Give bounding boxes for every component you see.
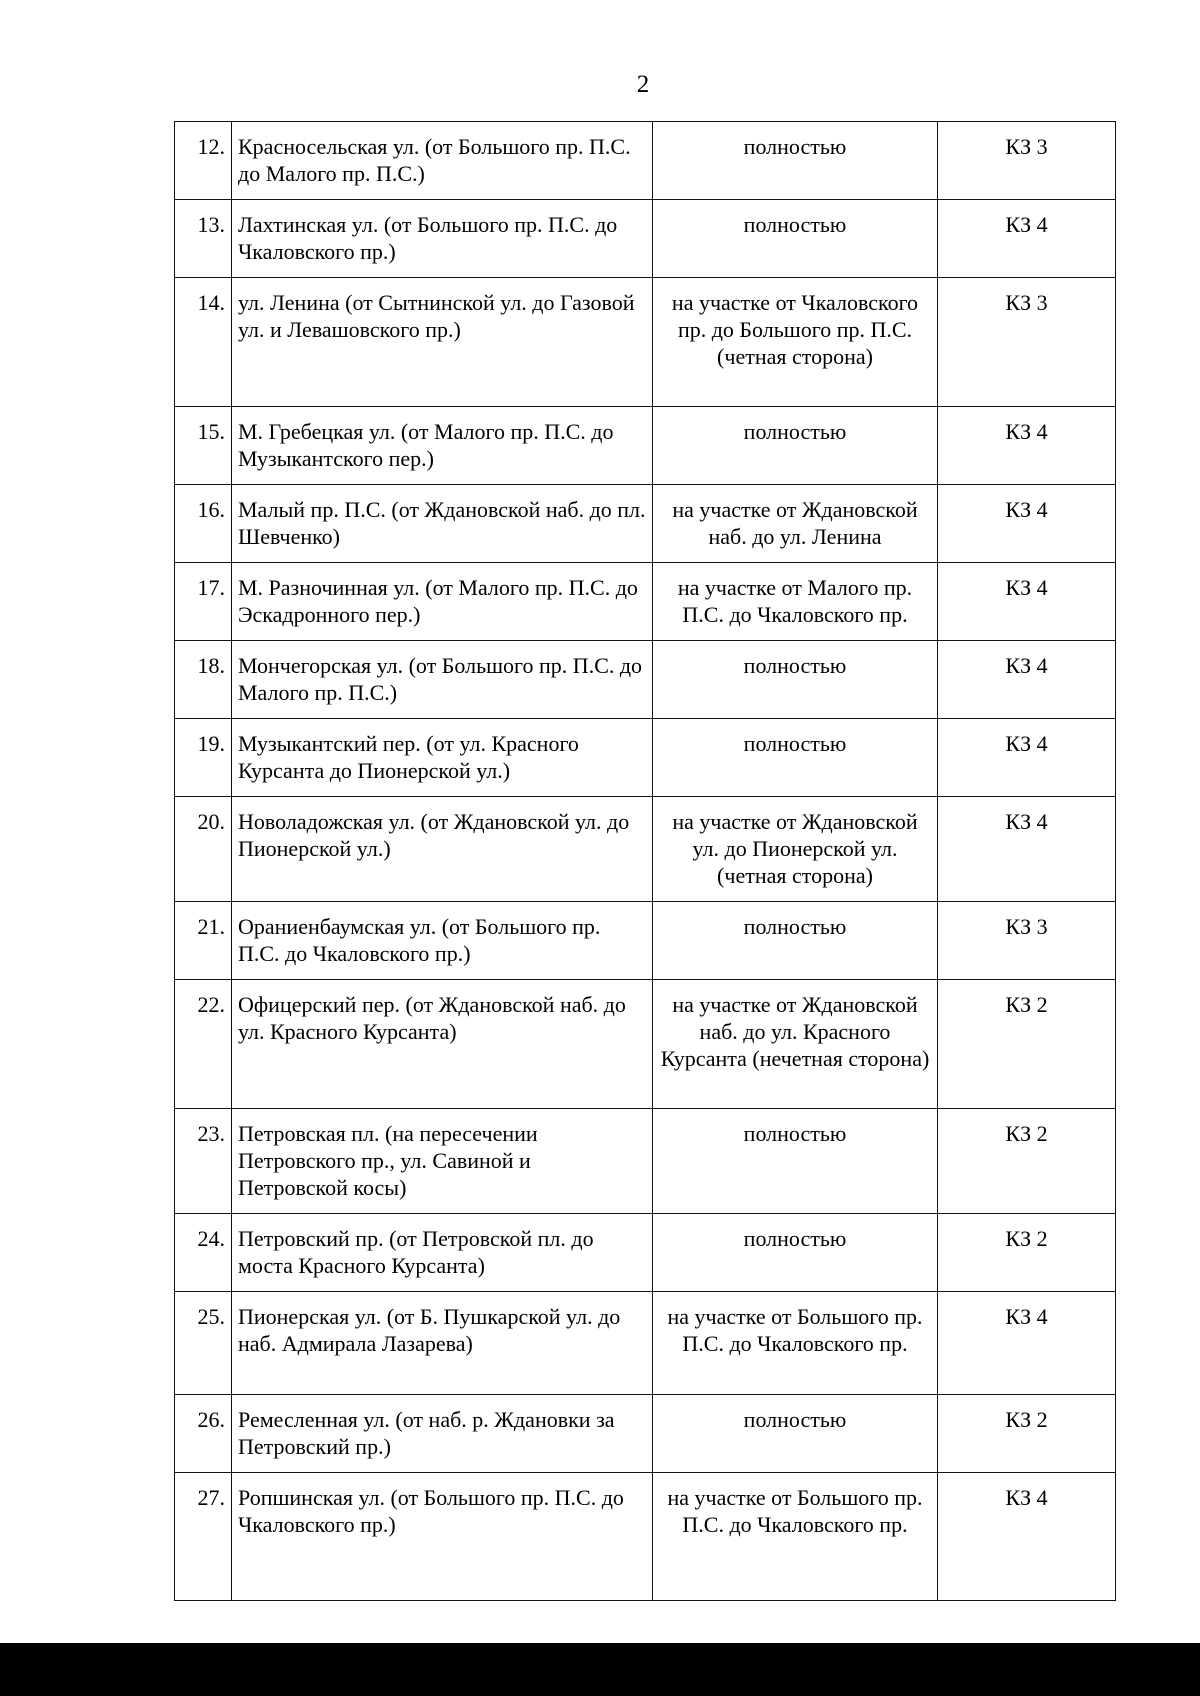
zone-category: КЗ 4 [938, 407, 1116, 485]
zone-category: КЗ 4 [938, 563, 1116, 641]
zone-category: КЗ 4 [938, 200, 1116, 278]
row-number: 27. [175, 1473, 232, 1601]
row-number: 25. [175, 1292, 232, 1395]
street-section: на участке от Ждановской ул. до Пионерской ул. (четная сторона) [653, 797, 938, 902]
zone-category: КЗ 4 [938, 719, 1116, 797]
table-row [175, 485, 1116, 563]
street-section: на участке от Ждановской наб. до ул. Красного Курсанта (нечетная сторона) [653, 980, 938, 1109]
scan-bottom-border [0, 1643, 1200, 1696]
table-row [175, 1109, 1116, 1214]
row-number: 19. [175, 719, 232, 797]
table-row [175, 980, 1116, 1109]
table-row [175, 1473, 1116, 1601]
table-row [175, 563, 1116, 641]
zone-category: КЗ 2 [938, 980, 1116, 1109]
zone-category: КЗ 4 [938, 1292, 1116, 1395]
row-number: 17. [175, 563, 232, 641]
table-row [175, 1214, 1116, 1292]
street-section: на участке от Большого пр. П.С. до Чкаловского пр. [653, 1473, 938, 1601]
street-name: М. Разночинная ул. (от Малого пр. П.С. до Эскадронного пер.) [232, 563, 653, 641]
table-row [175, 278, 1116, 407]
table-row [175, 797, 1116, 902]
street-name: Музыкантский пер. (от ул. Красного Курсанта до Пионерской ул.) [232, 719, 653, 797]
street-name: Офицерский пер. (от Ждановской наб. до ул. Красного Курсанта) [232, 980, 653, 1109]
street-name: Мончегорская ул. (от Большого пр. П.С. до Малого пр. П.С.) [232, 641, 653, 719]
row-number: 26. [175, 1395, 232, 1473]
street-name: Пионерская ул. (от Б. Пушкарской ул. до наб. Адмирала Лазарева) [232, 1292, 653, 1395]
table-row [175, 1292, 1116, 1395]
street-name: Малый пр. П.С. (от Ждановской наб. до пл. Шевченко) [232, 485, 653, 563]
row-number: 15. [175, 407, 232, 485]
zone-category: КЗ 4 [938, 1473, 1116, 1601]
table-row [175, 407, 1116, 485]
street-name: Красносельская ул. (от Большого пр. П.С. до Малого пр. П.С.) [232, 122, 653, 200]
row-number: 20. [175, 797, 232, 902]
streets-table [174, 121, 1116, 1601]
row-number: 12. [175, 122, 232, 200]
street-section: полностью [653, 1109, 938, 1214]
street-section: полностью [653, 200, 938, 278]
row-number: 13. [175, 200, 232, 278]
street-section: на участке от Малого пр. П.С. до Чкаловского пр. [653, 563, 938, 641]
street-name: Ремесленная ул. (от наб. р. Ждановки за Петровский пр.) [232, 1395, 653, 1473]
row-number: 21. [175, 902, 232, 980]
street-section: полностью [653, 1395, 938, 1473]
street-section: на участке от Большого пр. П.С. до Чкаловского пр. [653, 1292, 938, 1395]
street-name: Лахтинская ул. (от Большого пр. П.С. до Чкаловского пр.) [232, 200, 653, 278]
row-number: 24. [175, 1214, 232, 1292]
zone-category: КЗ 4 [938, 797, 1116, 902]
street-section: на участке от Ждановской наб. до ул. Ленина [653, 485, 938, 563]
street-name: Петровский пр. (от Петровской пл. до моста Красного Курсанта) [232, 1214, 653, 1292]
zone-category: КЗ 2 [938, 1109, 1116, 1214]
row-number: 14. [175, 278, 232, 407]
street-section: полностью [653, 719, 938, 797]
street-section: полностью [653, 122, 938, 200]
street-name: ул. Ленина (от Сытнинской ул. до Газовой ул. и Левашовского пр.) [232, 278, 653, 407]
street-section: полностью [653, 407, 938, 485]
table-row [175, 200, 1116, 278]
zone-category: КЗ 3 [938, 902, 1116, 980]
street-section: полностью [653, 641, 938, 719]
table-row [175, 122, 1116, 200]
row-number: 23. [175, 1109, 232, 1214]
zone-category: КЗ 4 [938, 485, 1116, 563]
street-name: Петровская пл. (на пересечении Петровского пр., ул. Савиной и Петровской косы) [232, 1109, 653, 1214]
table-row [175, 902, 1116, 980]
zone-category: КЗ 4 [938, 641, 1116, 719]
table-row [175, 719, 1116, 797]
zone-category: КЗ 2 [938, 1395, 1116, 1473]
page-number: 2 [636, 71, 650, 98]
zone-category: КЗ 3 [938, 278, 1116, 407]
row-number: 16. [175, 485, 232, 563]
table-row [175, 641, 1116, 719]
street-name: Ропшинская ул. (от Большого пр. П.С. до Чкаловского пр.) [232, 1473, 653, 1601]
street-name: Ораниенбаумская ул. (от Большого пр. П.С. до Чкаловского пр.) [232, 902, 653, 980]
street-name: Новоладожская ул. (от Ждановской ул. до Пионерской ул.) [232, 797, 653, 902]
street-name: М. Гребецкая ул. (от Малого пр. П.С. до Музыкантского пер.) [232, 407, 653, 485]
zone-category: КЗ 2 [938, 1214, 1116, 1292]
row-number: 18. [175, 641, 232, 719]
street-section: полностью [653, 902, 938, 980]
street-section: на участке от Чкаловского пр. до Большого пр. П.С. (четная сторона) [653, 278, 938, 407]
zone-category: КЗ 3 [938, 122, 1116, 200]
street-section: полностью [653, 1214, 938, 1292]
row-number: 22. [175, 980, 232, 1109]
table-row [175, 1395, 1116, 1473]
